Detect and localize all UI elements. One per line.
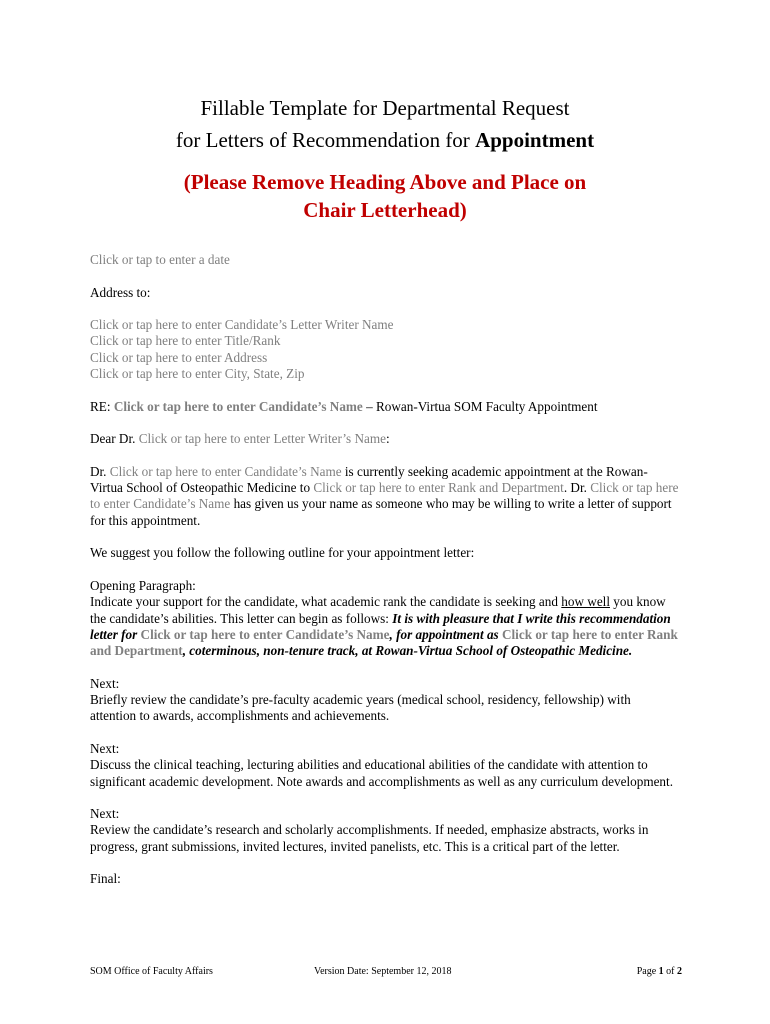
intro-text-3: . Dr.	[563, 480, 591, 496]
final-heading: Final:	[90, 871, 121, 887]
intro-rank-department-field[interactable]: Click or tap here to enter Rank and Department	[313, 480, 564, 496]
address-field[interactable]: Click or tap here to enter Address	[90, 349, 268, 365]
re-candidate-name-field[interactable]: Click or tap here to enter Candidate’s Name	[113, 398, 363, 414]
address-to-label: Address to:	[90, 284, 151, 300]
opening-candidate-name-field[interactable]: Click or tap here to enter Candidate’s Name	[140, 626, 390, 642]
outline-intro: We suggest you follow the following outline for your appointment letter:	[90, 545, 475, 561]
intro-paragraph	[90, 464, 680, 529]
salutation-writer-name-field[interactable]: Click or tap here to enter Letter Writer’s Name	[138, 431, 386, 447]
opening-heading: Opening Paragraph:	[90, 577, 196, 593]
date-field[interactable]: Click or tap to enter a date	[90, 252, 230, 267]
opening-sample-3: , coterminous, non-tenure track, at Rowan-Virtua School of Osteopathic Medicine.	[182, 643, 633, 659]
intro-text-1: Dr.	[90, 463, 110, 479]
title-line-1: Fillable Template for Departmental Request	[200, 96, 570, 120]
salutation-suffix: :	[385, 431, 390, 447]
letterhead-instruction	[0, 168, 770, 224]
footer-page-label: Page	[636, 966, 659, 977]
footer-page-of: of	[663, 966, 677, 977]
next-1-text: Briefly review the candidate’s pre-faculty academic years (medical school, residency, fellowship) with attention to awards, accomplishments and achievements.	[90, 692, 631, 724]
opening-underlined: how well	[561, 594, 610, 610]
intro-text-2: is currently seeking academic appointment at the Rowan-Virtua School of Osteopathic Medicine to	[90, 463, 648, 496]
salutation	[90, 431, 680, 447]
re-suffix: – Rowan-Virtua SOM Faculty Appointment	[362, 398, 598, 414]
opening-sample-2: , for appointment as	[389, 626, 502, 642]
re-line	[90, 399, 680, 415]
title-rank-field[interactable]: Click or tap here to enter Title/Rank	[90, 333, 281, 349]
next-2-text: Discuss the clinical teaching, lecturing abilities and educational abilities of the candidate with attention to significant academic development. Note awards and accomplishments as well as any curriculum development.	[90, 757, 673, 789]
letter-writer-name-field[interactable]: Click or tap here to enter Candidate’s Letter Writer Name	[90, 317, 394, 333]
opening-text-1: Indicate your support for the candidate, what academic rank the candidate is seeking and	[90, 594, 562, 610]
document-title	[0, 92, 770, 156]
salutation-prefix: Dear Dr.	[90, 431, 139, 447]
letterhead-instruction-line-2: Chair Letterhead)	[303, 198, 467, 222]
next-3-heading: Next:	[90, 806, 120, 822]
next-3-text: Review the candidate’s research and scholarly accomplishments. If needed, emphasize abstracts, works in progress, grant submissions, invited lectures, invited panelists, etc. This is a critical part of the letter.	[90, 822, 649, 854]
footer-page-current: 1	[658, 966, 664, 977]
footer-page-total: 2	[677, 966, 682, 977]
re-prefix: RE:	[90, 398, 114, 414]
opening-paragraph	[90, 594, 680, 659]
title-line-2-text: for Letters of Recommendation for	[175, 128, 476, 152]
footer-version-date: Version Date: September 12, 2018	[314, 966, 452, 977]
letter-body	[90, 252, 680, 888]
city-state-zip-field[interactable]: Click or tap here to enter City, State, Zip	[90, 366, 305, 382]
footer-page-number	[637, 966, 682, 978]
title-line-2	[0, 124, 770, 156]
next-1-heading: Next:	[90, 675, 120, 691]
opening-rank-department-field[interactable]: Click or tap here to enter Rank and Department	[90, 626, 678, 659]
intro-candidate-name-field-2[interactable]: Click or tap here to enter Candidate’s Name	[90, 480, 679, 512]
next-2-heading: Next:	[90, 740, 120, 756]
opening-text-2: you know the candidate’s abilities. This letter can begin as follows:	[90, 594, 666, 626]
title-appointment-word: Appointment	[475, 128, 595, 152]
letterhead-instruction-line-1: (Please Remove Heading Above and Place on	[183, 170, 587, 194]
intro-candidate-name-field[interactable]: Click or tap here to enter Candidate’s Name	[109, 463, 342, 479]
footer-office: SOM Office of Faculty Affairs	[90, 966, 213, 977]
intro-text-4: has given us your name as someone who may be willing to write a letter of support for this appointment.	[90, 496, 672, 528]
opening-sample-1: It is with pleasure that I write this recommendation letter for	[90, 610, 671, 642]
